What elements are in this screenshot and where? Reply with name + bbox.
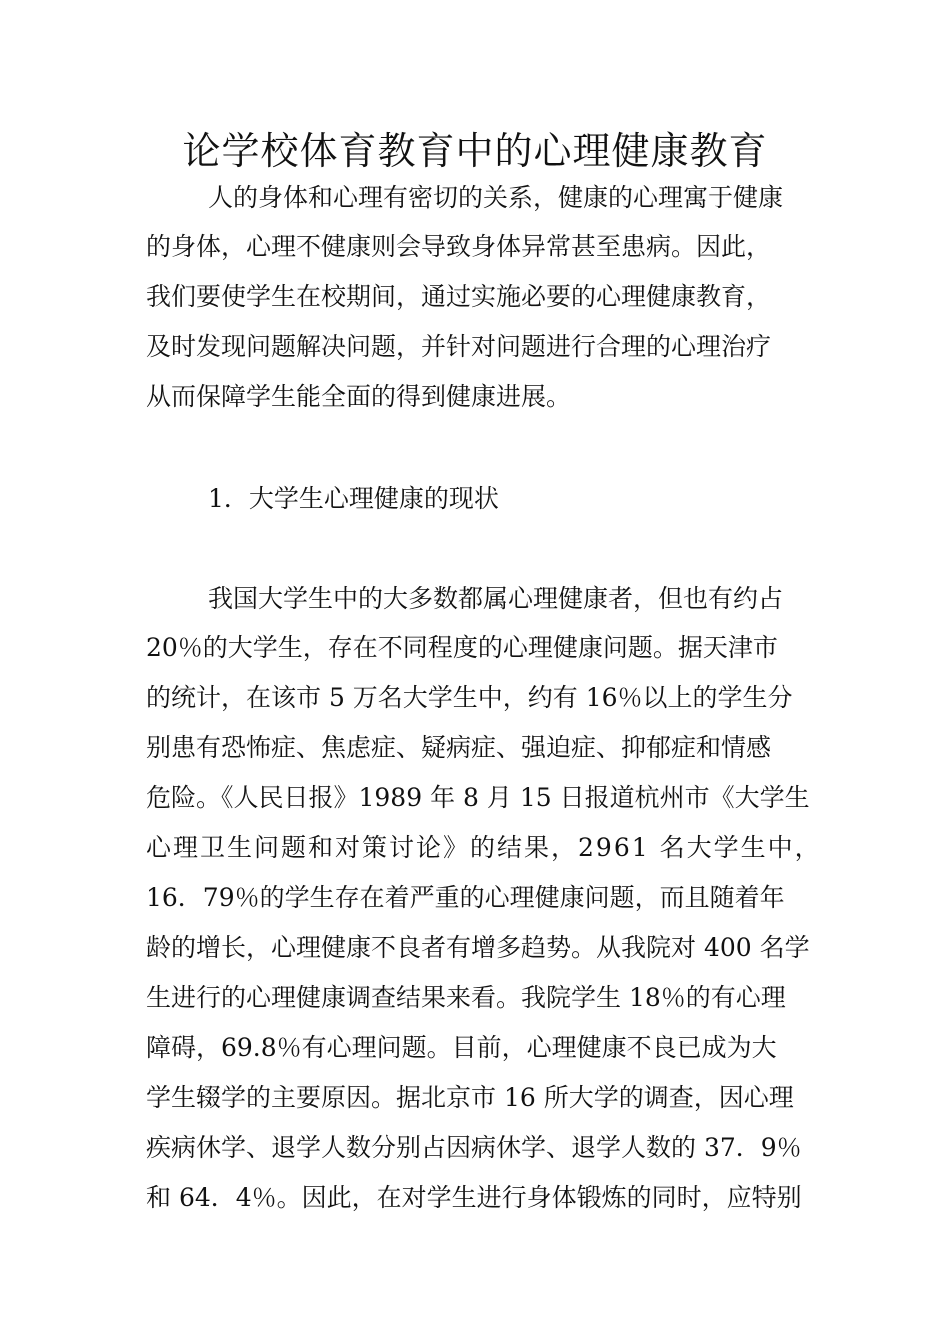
intro-line: 及时发现问题解决问题，并针对问题进行合理的心理治疗 bbox=[146, 332, 772, 361]
body-line: 的统计，在该市 5 万名大学生中，约有 16％以上的学生分 bbox=[146, 683, 793, 712]
section-heading: 1．大学生心理健康的现状 bbox=[208, 484, 499, 513]
body-line: 障碍，69.8％有心理问题。目前，心理健康不良已成为大 bbox=[146, 1033, 777, 1062]
intro-line: 从而保障学生能全面的得到健康进展。 bbox=[146, 382, 572, 411]
intro-line: 的身体，心理不健康则会导致身体异常甚至患病。因此， bbox=[146, 232, 772, 261]
body-line: 学生辍学的主要原因。据北京市 16 所大学的调查，因心理 bbox=[146, 1083, 794, 1112]
body-line: 我国大学生中的大多数都属心理健康者，但也有约占 bbox=[208, 584, 784, 613]
body-line: 疾病休学、退学人数分别占因病休学、退学人数的 37．9％ bbox=[146, 1133, 802, 1162]
body-line: 龄的增长，心理健康不良者有增多趋势。从我院对 400 名学 bbox=[146, 933, 810, 962]
body-line: 生进行的心理健康调查结果来看。我院学生 18％的有心理 bbox=[146, 983, 786, 1012]
body-line: 16．79％的学生存在着严重的心理健康问题，而且随着年 bbox=[146, 883, 785, 912]
intro-line: 人的身体和心理有密切的关系，健康的心理寓于健康 bbox=[208, 183, 784, 212]
document-title: 论学校体育教育中的心理健康教育 bbox=[182, 129, 768, 173]
body-line: 20％的大学生，存在不同程度的心理健康问题。据天津市 bbox=[146, 633, 778, 662]
body-line: 和 64．4％。因此，在对学生进行身体锻炼的同时，应特别 bbox=[146, 1183, 802, 1212]
body-line: 危险。《人民日报》1989 年 8 月 15 日报道杭州市《大学生 bbox=[146, 783, 810, 812]
body-line: 心理卫生问题和对策讨论》的结果，2961 名大学生中， bbox=[146, 833, 822, 862]
body-line: 别患有恐怖症、焦虑症、疑病症、强迫症、抑郁症和情感 bbox=[146, 733, 772, 762]
intro-line: 我们要使学生在校期间，通过实施必要的心理健康教育， bbox=[146, 282, 772, 311]
